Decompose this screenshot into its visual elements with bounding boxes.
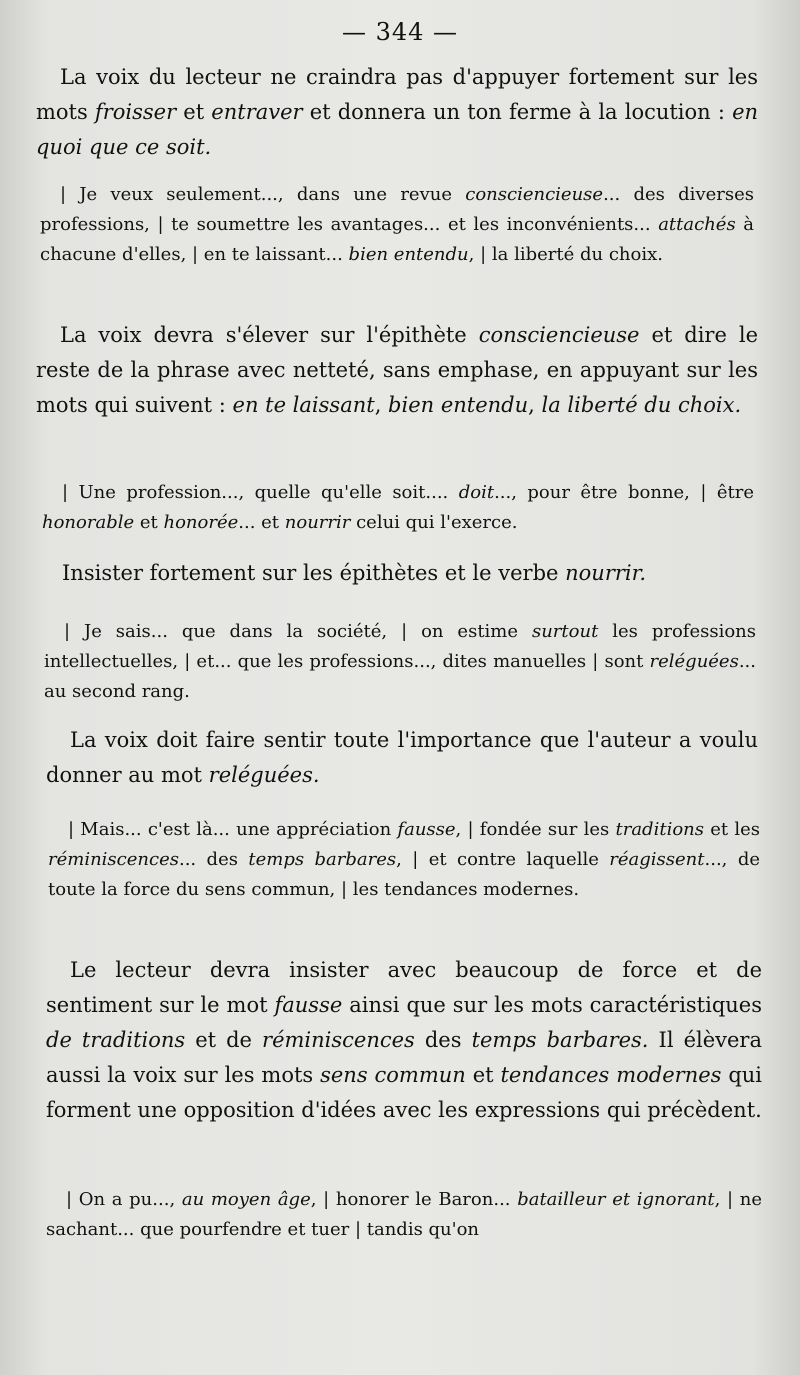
paragraph-4: La voix doit faire sentir toute l'importance que l'auteur a voulu donner au mot reléguées. [46,728,758,787]
example-5: | On a pu..., au moyen âge, | honorer le Baron... batailleur et ignorant, | ne sachant... que pourfendre et tuer | tandis qu'on [46,1189,762,1240]
example-3: | Je sais... que dans la société, | on estime surtout les professions intellectuelles, | et... que les professions..., dites manuelles | sont reléguées... au second rang. [44,621,756,702]
paragraph-2: La voix devra s'élever sur l'épithète consciencieuse et dire le reste de la phrase avec netteté, sans emphase, en appuyant sur les mots qui suivent : en te laissant, bien entendu, la liberté du choix. [36,323,758,417]
example-2: | Une profession..., quelle qu'elle soit.... doit..., pour être bonne, | être honorable et honorée... et nourrir celui qui l'exerce. [42,482,754,533]
paragraph-5: Le lecteur devra insister avec beaucoup de force et de sentiment sur le mot fausse ainsi que sur les mots caractéristiques de traditions et de réminiscences des temps barbares. Il élèvera aussi la voix sur les mots sens commun et tendances modernes qui forment une opposition d'idées avec les expressions qui précèdent. [46,958,763,1122]
paragraph-1: La voix du lecteur ne craindra pas d'appuyer fortement sur les mots froisser et entraver et donnera un ton ferme à la locution : en quoi que ce soit. [36,65,759,159]
page-number: — 344 — [341,18,459,46]
example-4: | Mais... c'est là... une appréciation fausse, | fondée sur les traditions et les réminiscences... des temps barbares, | et contre laquelle réagissent..., de toute la force du sens commun, | les tendances modernes. [48,819,760,900]
example-1: | Je veux seulement..., dans une revue consciencieuse... des diverses professions, | te soumettre les avantages... et les inconvénients... attachés à chacune d'elles, | en te laissant... bien entendu, | la liberté du choix. [40,184,755,265]
paragraph-3: Insister fortement sur les épithètes et le verbe nourrir. [62,561,647,585]
